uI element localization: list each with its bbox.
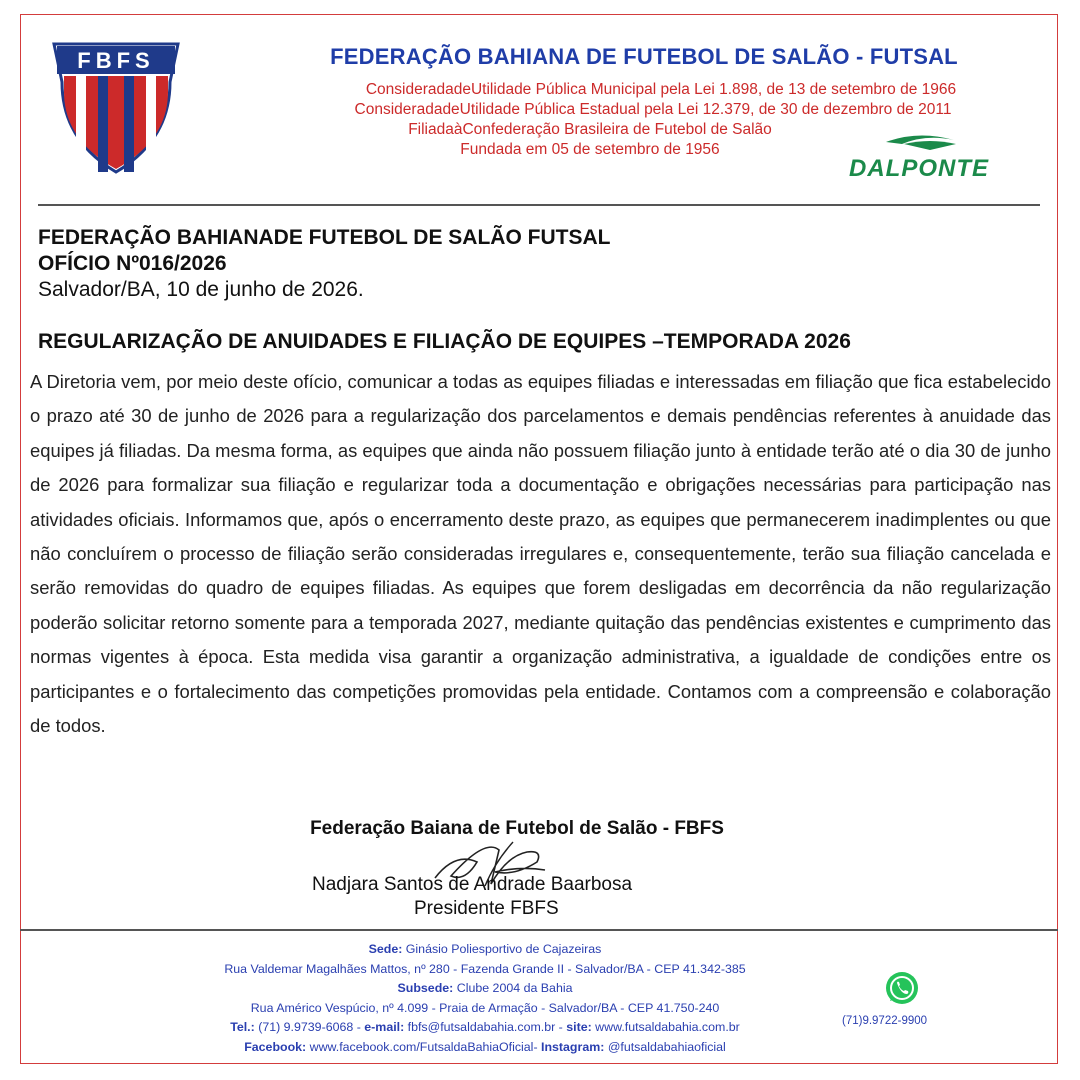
tel-label: Tel.: [230,1020,255,1035]
sede-address: Rua Valdemar Magalhães Mattos, nº 280 - Fazenda Grande II - Salvador/BA - CEP 41.342-385 [224,961,746,976]
footer-social-line [60,1040,910,1054]
email-link[interactable]: fbfs@futsaldabahia.com.br - [404,1020,567,1035]
place-date: Salvador/BA, 10 de junho de 2026. [38,278,364,301]
tel-value: (71) 9.9739-6068 - [254,1020,365,1035]
sede-name: Ginásio Poliesportivo de Cajazeiras [402,942,602,956]
facebook-label: Facebook: [244,1040,307,1054]
site-link[interactable]: www.futsaldabahia.com.br [591,1020,740,1035]
logo-text: FBFS [77,48,155,73]
dalponte-sponsor-logo [846,130,992,184]
signatory-name: Nadjara Santos de Andrade Baarbosa [312,874,633,895]
instagram-link[interactable]: @futsaldabahiaoficial [604,1040,726,1054]
document-subject: REGULARIZAÇÃO DE ANUIDADES E FILIAÇÃO DE EQUIPES –TEMPORADA 2026 [38,330,851,353]
signature-org: Federação Baiana de Futebol de Salão - FBFS [310,818,724,839]
subsede-label: Subsede: [397,981,454,996]
whatsapp-number[interactable]: (71)9.9722-9900 [842,1015,928,1027]
footer-divider [20,929,1058,931]
header-line-4: Fundada em 05 de setembro de 1956 [460,141,720,158]
footer-subsede [60,979,910,999]
facebook-link[interactable]: www.facebook.com/FutsaldaBahiaOficial- [306,1040,542,1054]
footer-contacts [60,940,910,1038]
signatory-role: Presidente FBFS [414,898,559,919]
footer-contact-line [60,1018,910,1038]
document-org: FEDERAÇÃO BAHIANADE FUTEBOL DE SALÃO FUTSAL [38,226,611,249]
sponsor-text: DALPONTE [849,155,989,182]
document-number: OFÍCIO Nº016/2026 [38,252,227,275]
header-line-1: ConsideradadeUtilidade Pública Municipal pela Lei 1.898, de 13 de setembro de 1966 [365,81,957,98]
header-line-3: FiliadaàConfederação Brasileira de Futebol de Salão [408,121,772,138]
document-body: A Diretoria vem, por meio deste ofício, comunicar a todas as equipes filiadas e interessadas em filiação que fica estabelecido o prazo até 30 de junho de 2026 para a regularização dos parcelamentos e demais pendências referentes à anuidade das equipes já filiadas. Da mesma forma, as equipes que ainda não possuem filiação junto à entidade terão até o dia 30 de junho de 2026 para formalizar sua filiação e regularizar toda a documentação e obrigações necessárias para participação nas atividades oficiais. Informamos que, após o encerramento deste prazo, as equipes que permanecerem inadimplentes ou que não concluírem o processo de filiação serão consideradas irregulares e, consequentemente, terão sua filiação cancelada e serão removidas do quadro de equipes filiadas. As equipes que forem desligadas em decorrência da não regularização poderão solicitar retorno somente para a temporada 2027, mediante quitação das pendências existentes e cumprimento das normas vigentes à época. Esta medida visa garantir a organização administrativa, a igualdade de condições entre os participantes e o fortalecimento das competições promovidas pela entidade. Contamos com a compreensão e colaboração de todos. [30,371,1051,737]
subsede-address: Rua Américo Vespúcio, nº 4.099 - Praia de Armação - Salvador/BA - CEP 41.750-240 [250,1000,720,1015]
sede-label: Sede: [368,942,403,956]
federation-title: FEDERAÇÃO BAHIANA DE FUTEBOL DE SALÃO - FUTSAL [330,44,958,69]
instagram-label: Instagram: [541,1040,605,1054]
document-heading [38,225,610,303]
whatsapp-icon [884,970,920,1006]
site-label: site: [566,1020,592,1035]
subsede-name: Clube 2004 da Bahia [453,981,573,996]
email-label: e-mail: [364,1020,405,1035]
header-line-2: ConsideradadeUtilidade Pública Estadual pela Lei 12.379, de 30 de dezembro de 2011 [354,101,952,118]
header-divider [38,204,1040,206]
footer-sede [60,940,910,960]
